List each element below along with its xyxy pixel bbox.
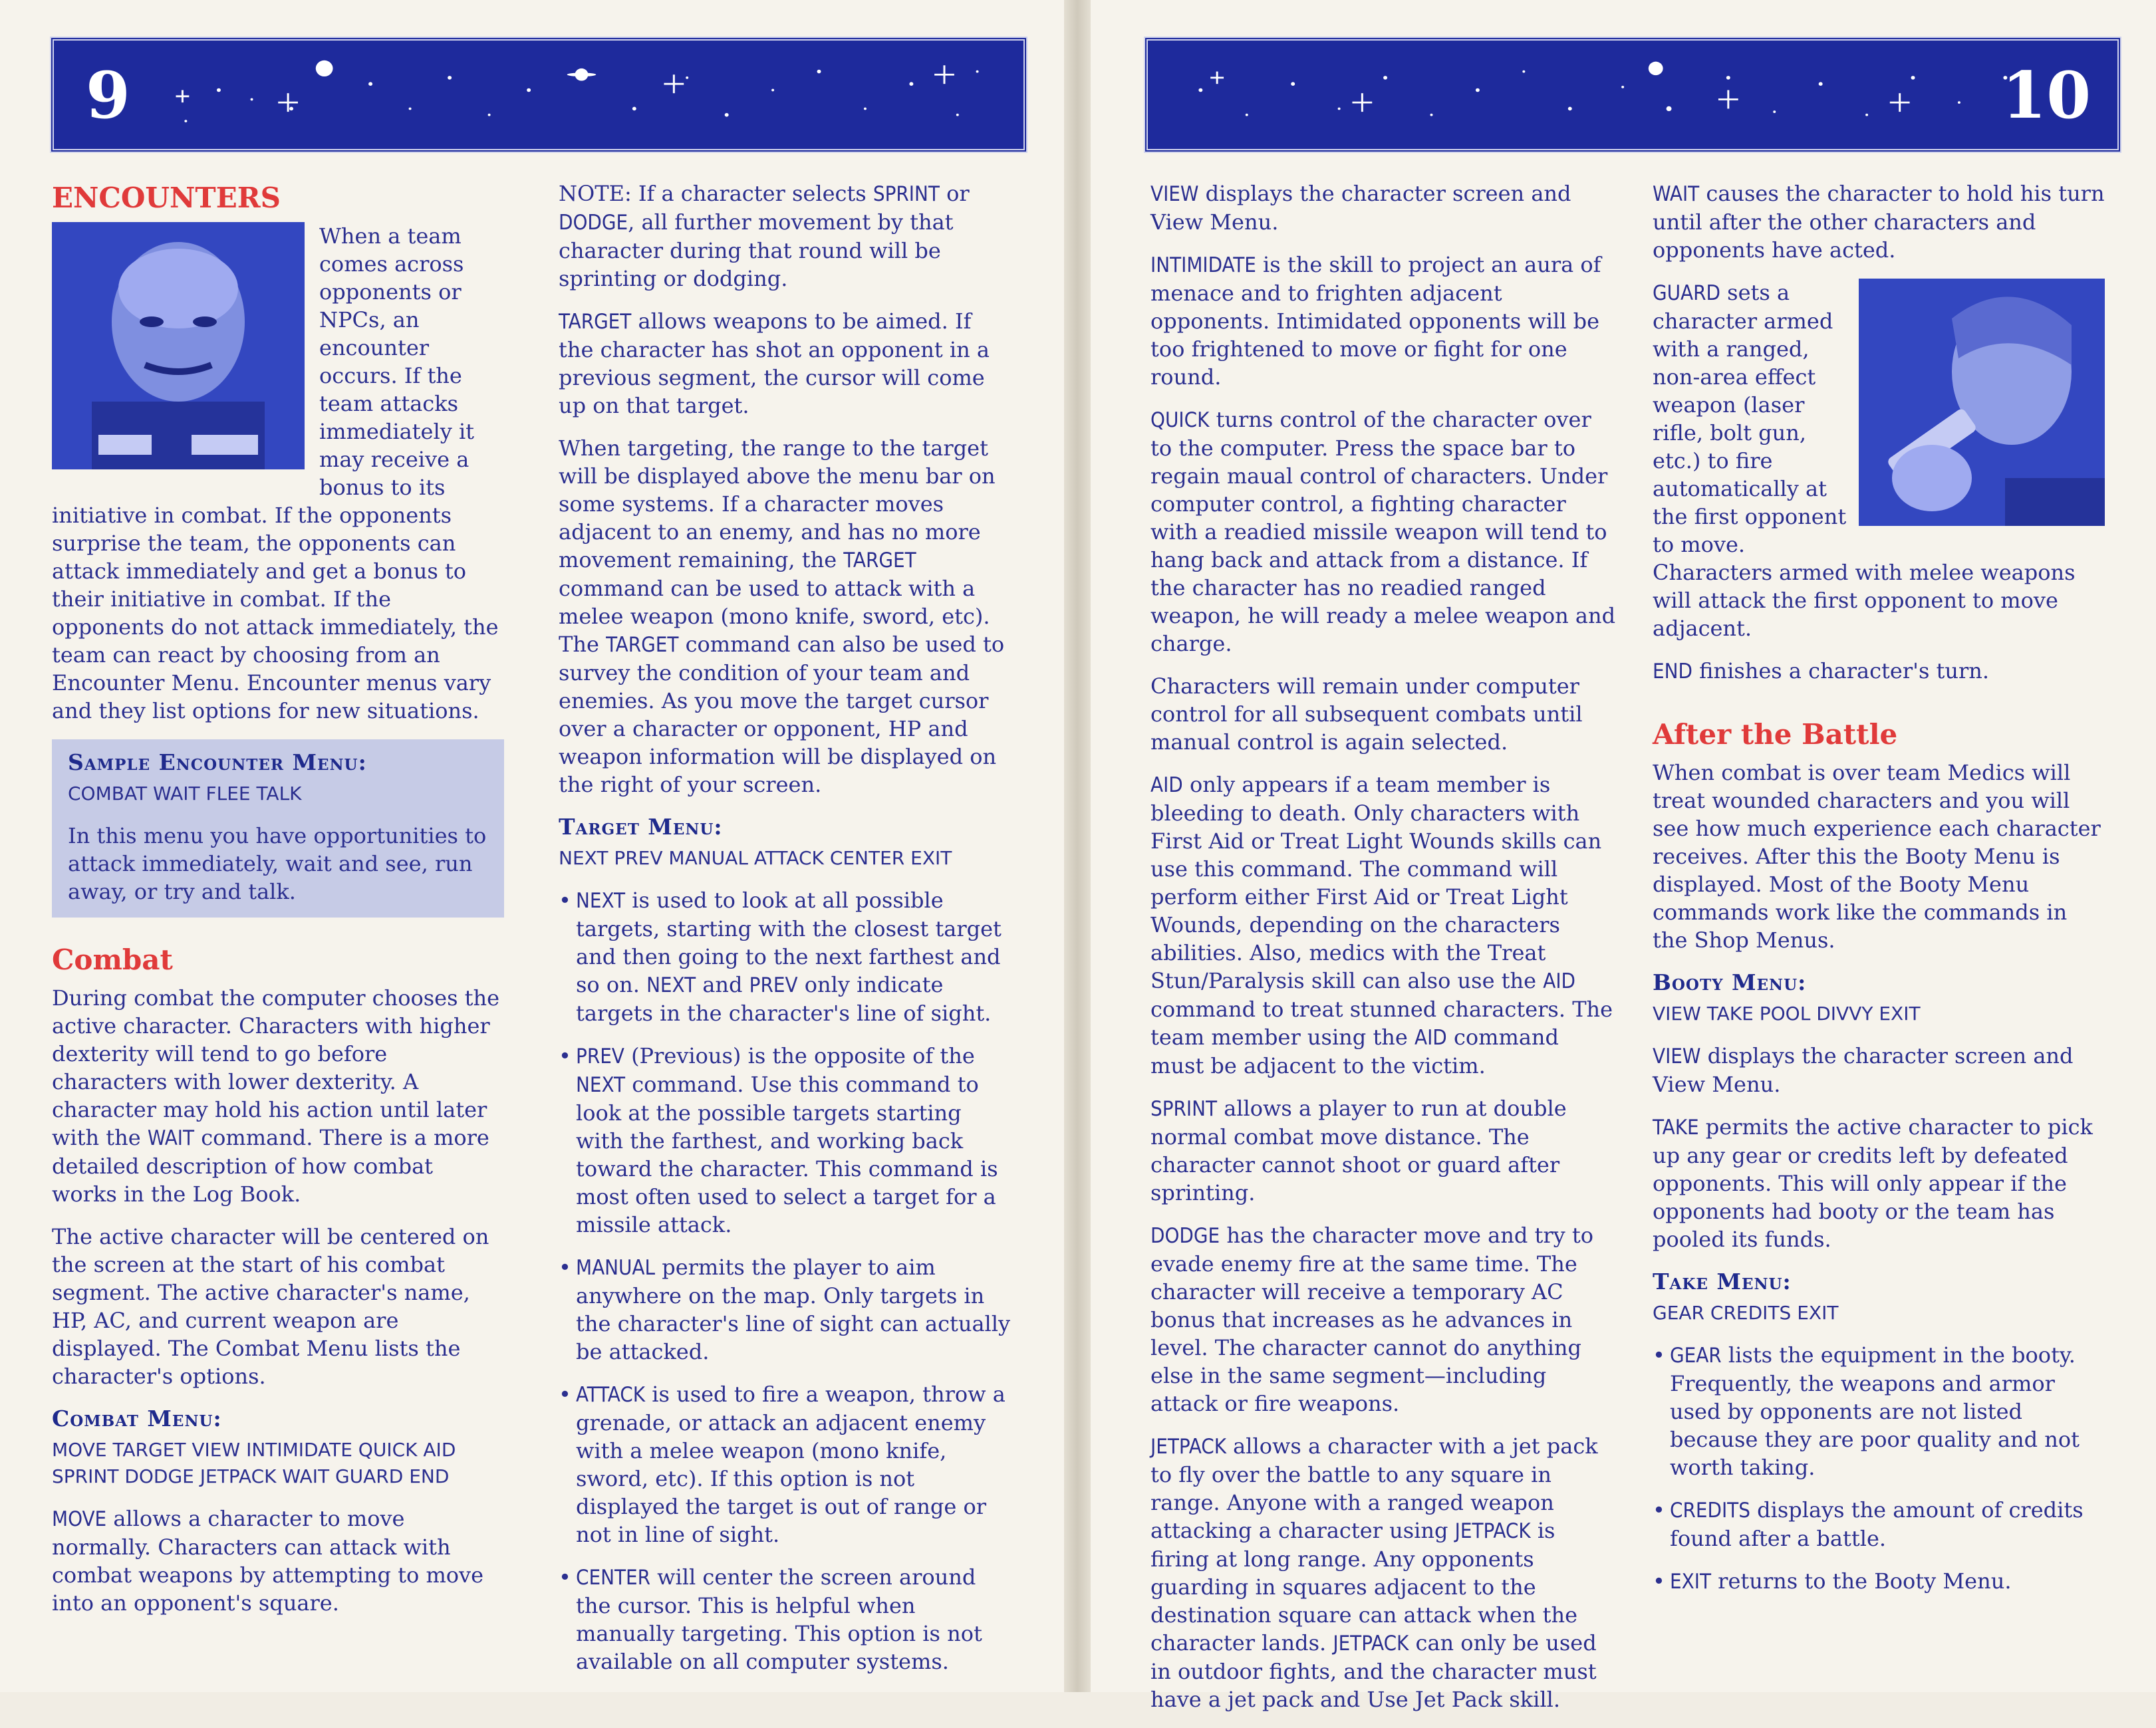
combat-heading: Combat	[52, 943, 173, 976]
left-page	[0, 0, 1064, 1692]
aid-paragraph: AID only appears if a team member is bleeding to death. Only characters with First Aid or Treat Light Wounds skills can use this command. The command will perform either First Aid or Treat Light Wounds, depending on the characters abilities. Also, medics with the Treat Stun/Paralysis skill can also use the AID command to treat stunned characters. The team member using the AID command must be adjacent to the victim.	[1150, 772, 1613, 1078]
attack-bullet: • ATTACK is used to fire a weapon, throw a grenade, or attack an adjacent enemy with a melee weapon (mono knife, sword, etc). If this option is not displayed the target is out of range or not in line of sight.	[559, 1382, 1006, 1547]
gear-bullet: • GEAR lists the equipment in the booty. Frequently, the weapons and armor used by opponents are not listed because they are poor quality and not worth taking.	[1653, 1342, 2080, 1480]
manual-bullet: • MANUAL permits the player to aim anywhere on the map. Only targets in the character's line of sight can actually be attacked.	[559, 1255, 1011, 1364]
jetpack-paragraph: JETPACK allows a character with a jet pack to fly over the battle to any square in range. Anyone with a ranged weapon attacking a character using JETPACK is firing at long range. Any opponents guarding in squares adjacent to the destination square can attack when the character lands. JETPACK can only be used in outdoor fights, and the character must have a jet pack and Use Jet Pack skill.	[1150, 1433, 1598, 1712]
starfield-icon	[54, 41, 1023, 149]
booty-menu-items: VIEW TAKE POOL DIVVY EXIT	[1653, 1003, 1921, 1025]
guard-paragraph: GUARD sets a character armed with a ranged, non-area effect weapon (laser rifle, bolt gun, etc.) to fire automatically at the first opponent to move. Characters armed with melee weapons will attack the first opponent to move adjacent.	[1653, 280, 2076, 641]
starfield-banner	[1144, 37, 2121, 153]
quick-paragraph: QUICK turns control of the character over to the computer. Press the space bar to regain maual control of characters. Under computer control, a fighting character with a readied missile weapon will tend to hang back and attack from a distance. If the character has no readied ranged weapon, he will ready a melee weapon and charge.	[1150, 407, 1616, 656]
sample-menu-items: COMBAT WAIT FLEE TALK	[68, 783, 302, 804]
next-bullet: • NEXT is used to look at all possible targets, starting with the closest target and then going to the next farthest and so on. NEXT and PREV only indicate targets in the character's line of sight.	[559, 888, 1002, 1026]
quick-paragraph-2: Characters will remain under computer control for all subsequent combats until manual control is again selected.	[1150, 674, 1583, 755]
sample-menu-description: In this menu you have opportunities to attack immediately, wait and see, run away, or try and talk.	[68, 823, 487, 904]
booty-view-paragraph: VIEW displays the character screen and View Menu.	[1653, 1043, 2074, 1097]
take-menu-items: GEAR CREDITS EXIT	[1653, 1302, 1839, 1324]
after-battle-paragraph: When combat is over team Medics will treat wounded characters and you will see how much experience each character receives. After this the Booty Menu is displayed. Most of the Booty Menu commands work like the commands in the Shop Menus.	[1653, 760, 2101, 953]
move-paragraph: MOVE allows a character to move normally. Characters can attack with combat weapons by attempting to move into an opponent's square.	[52, 1506, 484, 1616]
exit-bullet: • EXIT returns to the Booty Menu.	[1653, 1568, 2012, 1594]
encounters-heading: ENCOUNTERS	[52, 182, 281, 214]
dodge-paragraph: DODGE has the character move and try to evade enemy fire at the same time. The character will receive a temporary AC bonus that increases as he advances in level. The character cannot do anything else in the same segment—including attack or fire weapons.	[1150, 1223, 1594, 1416]
combat-menu-items: MOVE TARGET VIEW INTIMIDATE QUICK AID SPRINT DODGE JETPACK WAIT GUARD END	[52, 1439, 456, 1487]
take-paragraph: TAKE permits the active character to pick up any gear or credits left by defeated opponents. This will only appear if the opponents had booty or the team has pooled its funds.	[1653, 1114, 2093, 1252]
sample-encounter-box	[52, 739, 504, 918]
sample-menu-heading: Sample Encounter Menu:	[68, 749, 367, 775]
credits-bullet: • CREDITS displays the amount of credits found after a battle.	[1653, 1497, 2084, 1551]
portrait-icon	[1859, 279, 2105, 526]
prev-bullet: • PREV (Previous) is the opposite of the NEXT command. Use this command to look at the possible targets starting with the farthest, and working back toward the character. This command is most often used to select a target for a missile attack.	[559, 1043, 998, 1237]
targeting-paragraph: When targeting, the range to the target will be displayed above the menu bar on some systems. If a character moves adjacent to an enemy, and has no more movement remaining, the TARGET command can be used to attack with a melee weapon (mono knife, sword, etc). The TARGET command can also be used to survey the condition of your team and enemies. As you move the target cursor over a character or opponent, HP and weapon information will be displayed on the right of your screen.	[559, 435, 1005, 797]
combat-paragraph-2: The active character will be centered on the screen at the start of his combat segment. The active character's name, HP, AC, and current weapon are displayed. The Combat Menu lists the character's options.	[52, 1224, 489, 1389]
take-menu-heading: Take Menu:	[1653, 1269, 1792, 1295]
right-column-2	[1653, 180, 2105, 1610]
center-bullet: • CENTER will center the screen around the cursor. This is helpful when manually targeting. This option is not available on all computer systems.	[559, 1564, 982, 1674]
encounters-paragraph: When a team comes across opponents or NPCs, an encounter occurs. If the team attacks immediately it may receive a bonus to its initiative in combat. If the opponents surprise the team, the opponents can attack immediately and get a bonus to their initiative in combat. If the opponents do not attack immediately, the team can react by choosing from an Encounter Menu. Encounter menus vary and they list options for new situations.	[52, 223, 499, 723]
starfield-banner	[50, 37, 1027, 153]
left-column-2	[559, 180, 1011, 1690]
booty-menu-heading: Booty Menu:	[1653, 969, 1807, 995]
portrait-icon	[52, 222, 305, 469]
sprint-paragraph: SPRINT allows a player to run at double normal combat move distance. The character cannot shoot or guard after sprinting.	[1150, 1096, 1567, 1205]
starfield-icon	[1148, 41, 2117, 149]
wait-paragraph: WAIT causes the character to hold his turn until after the other characters and opponents have acted.	[1653, 181, 2105, 263]
end-paragraph: END finishes a character's turn.	[1653, 658, 1990, 683]
gunman-portrait	[1859, 279, 2105, 526]
target-menu-heading: Target Menu:	[559, 814, 723, 840]
view-paragraph: VIEW displays the character screen and View Menu.	[1150, 181, 1571, 235]
after-battle-heading: After the Battle	[1653, 718, 1898, 751]
combat-paragraph-1: During combat the computer chooses the active character. Characters with higher dexterity will tend to go before characters with lower dexterity. A character may hold his action until later with the WAIT command. There is a more detailed description of how combat works in the Log Book.	[52, 985, 500, 1207]
target-menu-items: NEXT PREV MANUAL ATTACK CENTER EXIT	[559, 847, 952, 869]
note-paragraph: NOTE: If a character selects SPRINT or DODGE, all further movement by that character during that round will be sprinting or dodging.	[559, 181, 970, 291]
book-gutter	[1064, 0, 1091, 1692]
bald-man-portrait	[52, 222, 305, 469]
target-paragraph: TARGET allows weapons to be aimed. If the character has shot an opponent in a previous segment, the cursor will come up on that target.	[559, 309, 990, 418]
page-number: 9	[86, 58, 130, 133]
page-number: 10	[2002, 58, 2091, 133]
combat-menu-heading: Combat Menu:	[52, 1406, 222, 1431]
right-page	[1091, 0, 2156, 1712]
intimidate-paragraph: INTIMIDATE is the skill to project an aura of menace and to frighten adjacent opponents. Intimidated opponents will be too frightened to move or fight for one round.	[1150, 252, 1601, 390]
right-column-1	[1150, 180, 1616, 1728]
left-column-1	[52, 180, 504, 1632]
